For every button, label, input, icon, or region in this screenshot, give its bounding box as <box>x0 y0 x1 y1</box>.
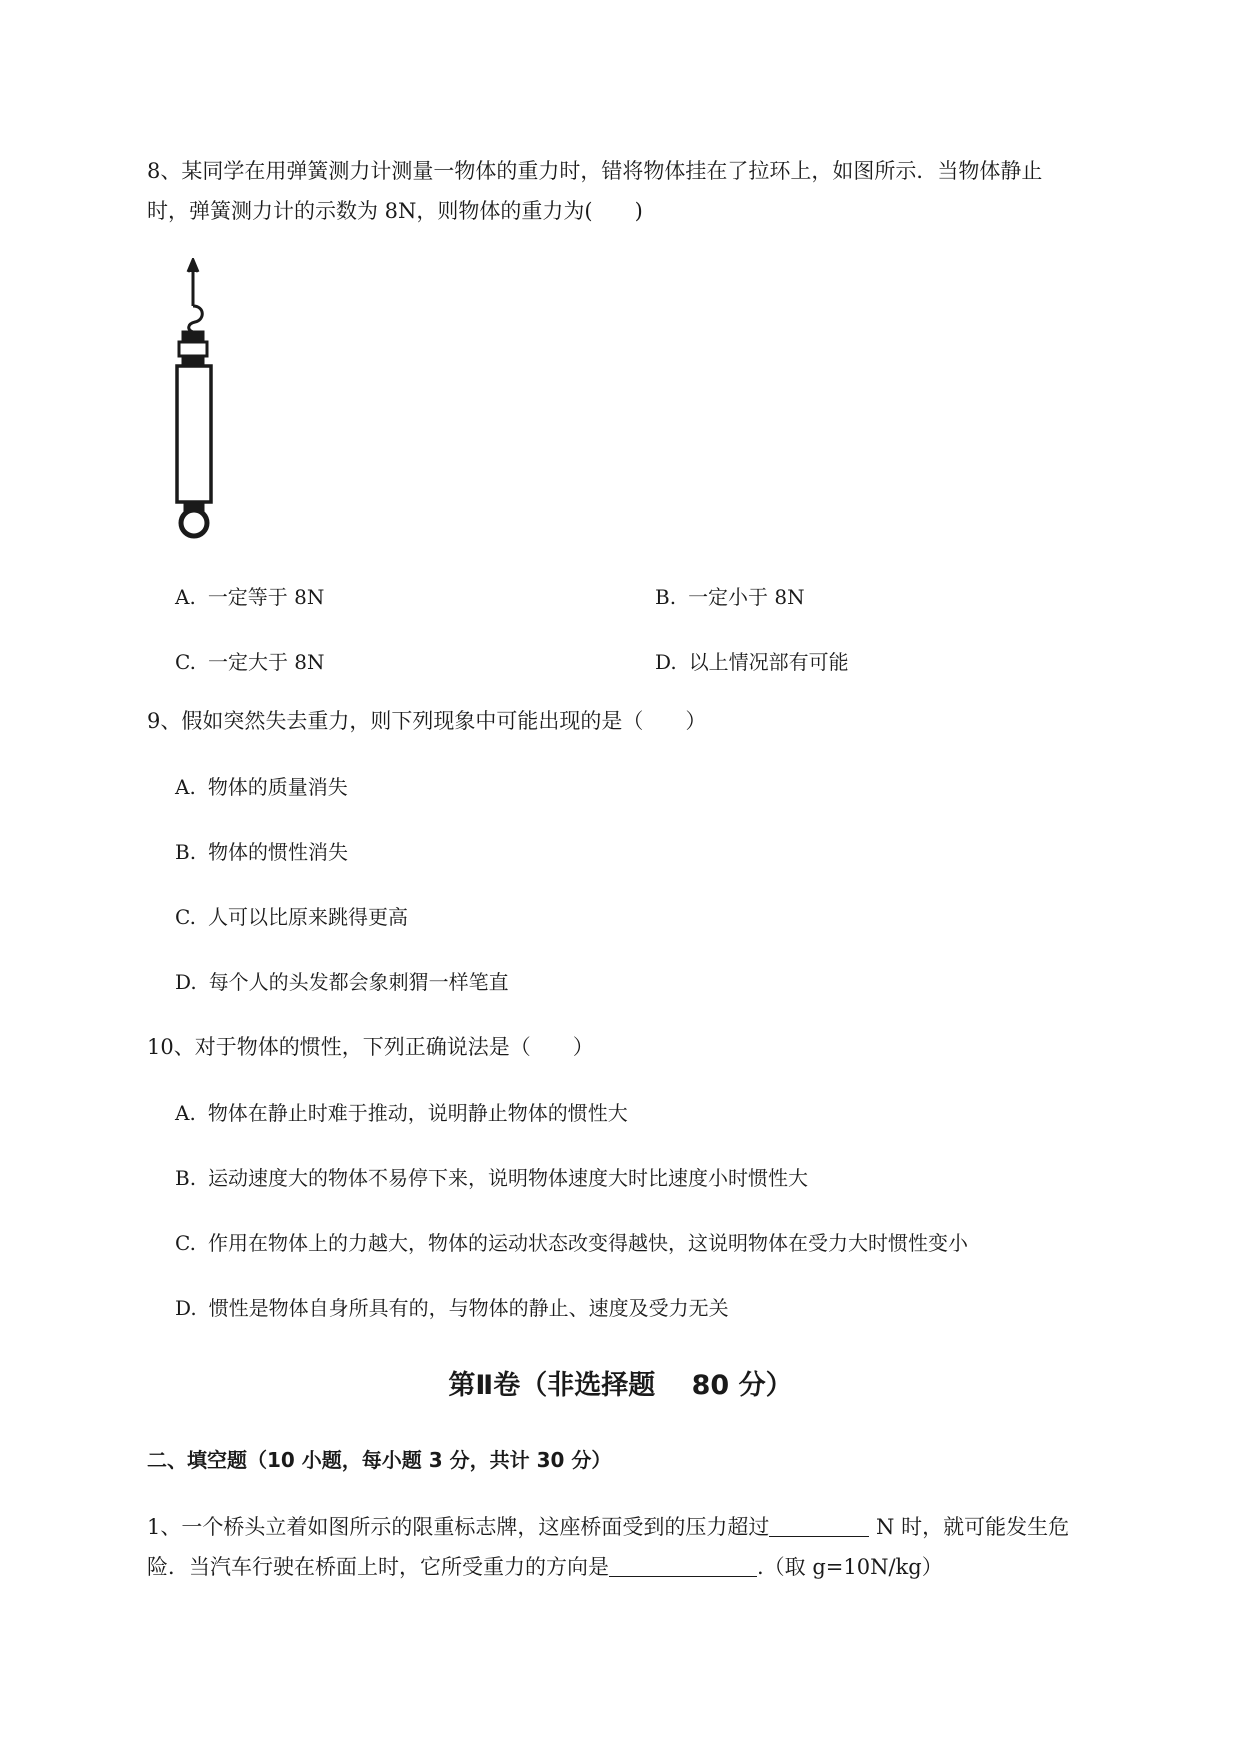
option-text: 一定小于 8N <box>688 585 805 609</box>
fill1-text-b: N 时，就可能发生危 <box>869 1515 1070 1539</box>
fill1-line1 <box>147 1512 1069 1542</box>
fill1-text-a: 1、一个桥头立着如图所示的限重标志牌，这座桥面受到的压力超过 <box>147 1515 770 1539</box>
option-letter: D. <box>175 1296 197 1320</box>
q9-option-d <box>175 967 509 997</box>
option-letter: C. <box>175 1231 196 1255</box>
option-letter: A. <box>175 775 196 799</box>
option-text: 一定等于 8N <box>207 585 325 609</box>
option-text: 物体在静止时难于推动，说明静止物体的惯性大 <box>207 1101 628 1125</box>
spring-scale-figure <box>165 258 245 552</box>
option-text: 惯性是物体自身所具有的，与物体的静止、速度及受力无关 <box>208 1296 729 1320</box>
fill1-text-d: .（取 g=10N/kg） <box>757 1555 943 1579</box>
option-letter: D. <box>175 970 197 994</box>
q10-option-d <box>175 1293 729 1323</box>
option-letter: C. <box>175 905 196 929</box>
option-text: 运动速度大的物体不易停下来，说明物体速度大时比速度小时惯性大 <box>208 1166 809 1190</box>
q10-option-b <box>175 1163 808 1193</box>
q9-option-c <box>175 902 408 932</box>
q8-stem-line2: 时，弹簧测力计的示数为 8N，则物体的重力为( ) <box>147 199 643 223</box>
option-text: 物体的质量消失 <box>207 775 348 799</box>
option-letter: B. <box>175 1166 197 1190</box>
option-letter: B. <box>175 840 197 864</box>
option-letter: C. <box>175 650 196 674</box>
answer-blank-2[interactable] <box>609 1554 757 1577</box>
q8-option-d <box>655 647 849 677</box>
option-letter: D. <box>655 650 677 674</box>
q10-option-a <box>175 1098 628 1128</box>
option-letter: A. <box>175 1101 196 1125</box>
q9-stem: 9、假如突然失去重力，则下列现象中可能出现的是（ ） <box>147 709 707 733</box>
option-text: 作用在物体上的力越大，物体的运动状态改变得越快，这说明物体在受力大时惯性变小 <box>207 1231 968 1255</box>
q9-option-b <box>175 837 348 867</box>
fill1-line2 <box>147 1552 943 1582</box>
spring-scale-icon <box>165 258 245 548</box>
option-text: 人可以比原来跳得更高 <box>207 905 408 929</box>
option-text: 一定大于 8N <box>207 650 325 674</box>
q8-option-a <box>175 582 324 612</box>
q8-option-b <box>655 582 805 612</box>
option-text: 物体的惯性消失 <box>208 840 349 864</box>
option-letter: A. <box>175 585 196 609</box>
q8-stem-line1: 8、某同学在用弹簧测力计测量一物体的重力时，错将物体挂在了拉环上，如图所示．当物体静止 <box>147 159 1043 183</box>
answer-blank-1[interactable] <box>769 1514 869 1537</box>
option-text: 以上情况部有可能 <box>688 650 849 674</box>
q10-stem: 10、对于物体的惯性，下列正确说法是（ ） <box>147 1035 594 1059</box>
fill1-text-c: 险．当汽车行驶在桥面上时，它所受重力的方向是 <box>147 1555 609 1579</box>
section-title: 第Ⅱ卷（非选择题 80 分） <box>448 1370 793 1401</box>
q10-option-c <box>175 1228 968 1258</box>
q8-option-c <box>175 647 325 677</box>
q9-option-a <box>175 772 348 802</box>
option-letter: B. <box>655 585 677 609</box>
option-text: 每个人的头发都会象刺猬一样笔直 <box>208 970 509 994</box>
part-title: 二、填空题（10 小题，每小题 3 分，共计 30 分） <box>147 1448 612 1472</box>
